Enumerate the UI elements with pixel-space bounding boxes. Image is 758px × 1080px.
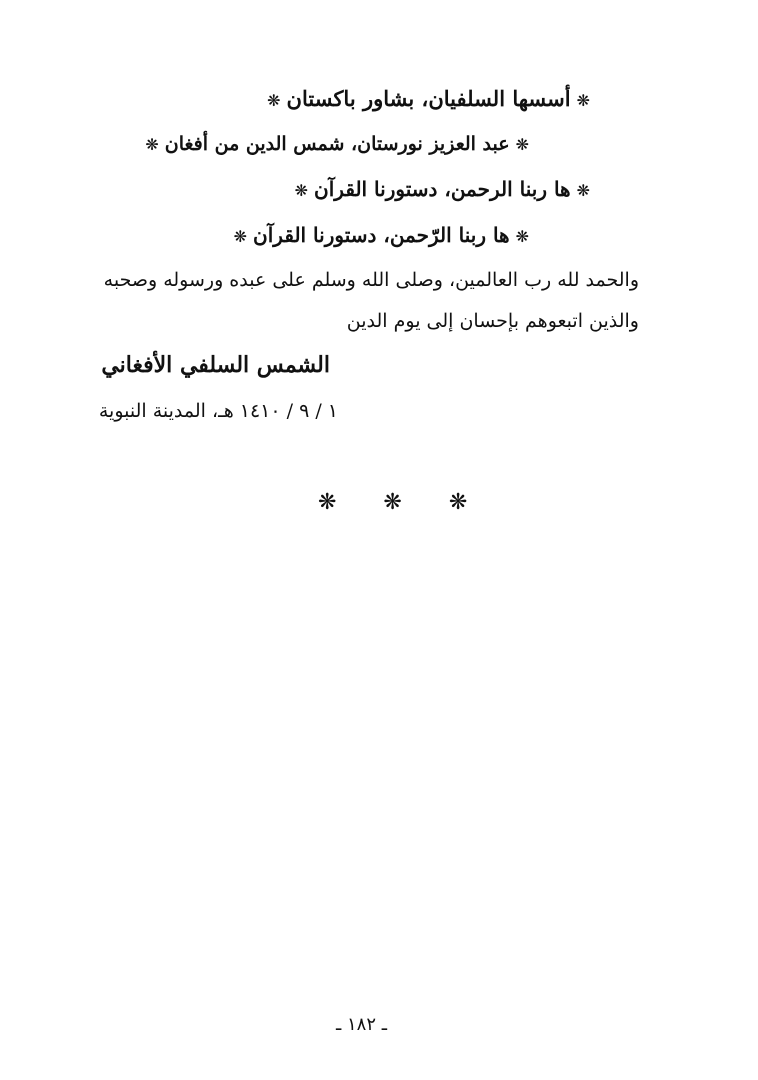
page-number: ـ ١٨٢ ـ (336, 1014, 388, 1035)
star-ornament-icon: ❋ (515, 135, 529, 154)
author-signature: الشمس السلفي الأفغاني (101, 352, 330, 378)
date-place-line: ١ / ٩ / ١٤١٠ هـ، المدينة النبوية (98, 400, 338, 422)
star-ornament-icon: ❋ (576, 91, 590, 110)
section-end-ornament-icon: ❋ ❋ ❋ (318, 490, 488, 515)
verse-line-3-text: ها ربنا الرحمن، دستورنا القرآن (314, 177, 571, 201)
star-ornament-icon: ❋ (515, 227, 529, 246)
closing-paragraph-line-2: والذين اتبعوهم بإحسان إلى يوم الدين (346, 310, 639, 332)
star-ornament-icon: ❋ (145, 135, 159, 154)
verse-line-4-text: ها ربنا الرّحمن، دستورنا القرآن (253, 223, 510, 247)
star-ornament-icon: ❋ (576, 181, 590, 200)
verse-line-2-text: عبد العزيز نورستان، شمس الدين من أفغان (164, 133, 510, 155)
verse-line-3 (289, 177, 596, 201)
verse-line-1 (261, 86, 596, 111)
verse-line-2 (139, 133, 535, 155)
star-ornament-icon: ❋ (267, 91, 281, 110)
verse-line-1-text: أسسها السلفيان، بشاور باكستان (286, 86, 571, 111)
closing-paragraph-line-1: والحمد لله رب العالمين، وصلى الله وسلم على عبده ورسوله وصحبه (103, 269, 639, 291)
verse-line-4 (228, 223, 535, 247)
star-ornament-icon: ❋ (294, 181, 309, 200)
star-ornament-icon: ❋ (233, 227, 248, 246)
